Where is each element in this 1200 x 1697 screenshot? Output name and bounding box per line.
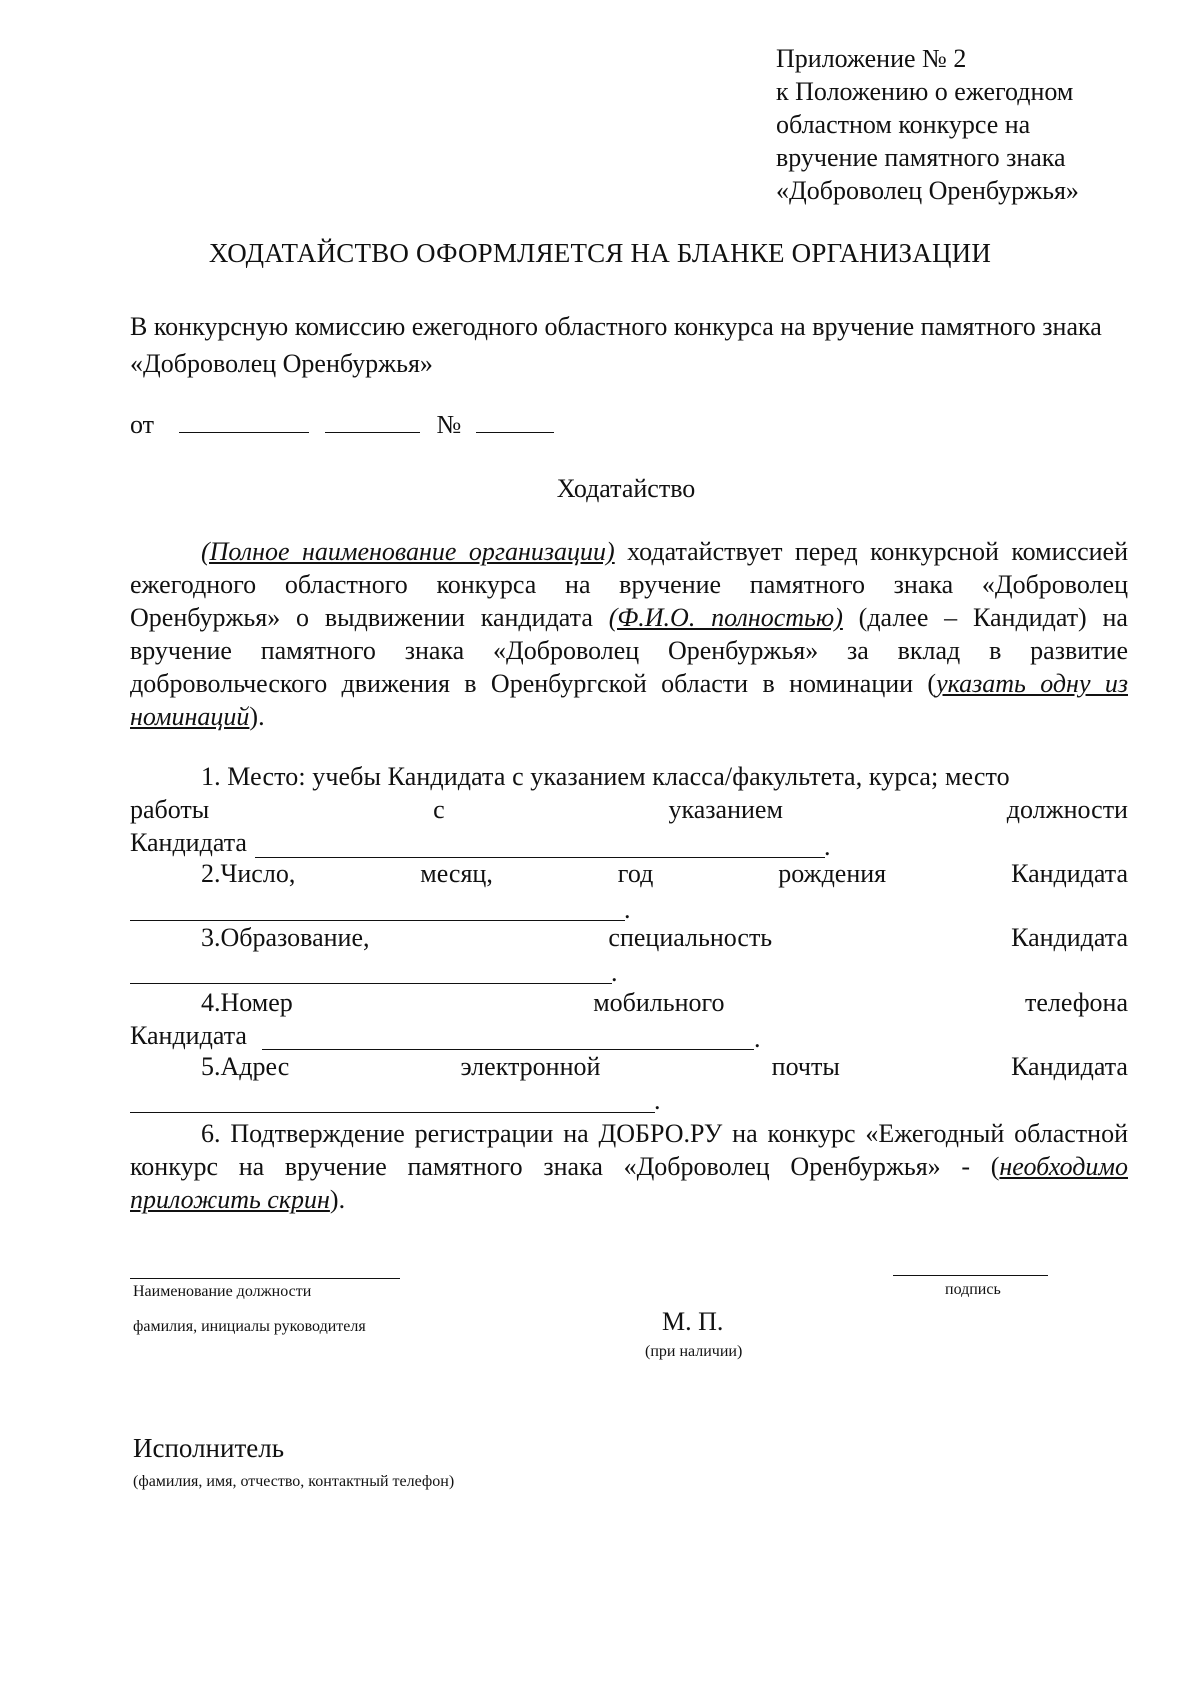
- phone-fill-line: [262, 1049, 754, 1050]
- item-word: Кандидата: [1011, 1052, 1128, 1081]
- item-word: почты: [771, 1052, 840, 1081]
- fill-dot: .: [624, 895, 631, 924]
- item-word: Кандидата: [130, 828, 247, 857]
- appendix-line: к Положению о ежегодном: [776, 77, 1074, 106]
- appendix-line: областном конкурсе на: [776, 110, 1031, 139]
- item-word: электронной: [460, 1052, 601, 1081]
- item-word: Кандидата: [1011, 859, 1128, 888]
- item-word: телефона: [1024, 988, 1128, 1017]
- paragraph-text: ходатайствует перед конкурсной комиссией ежегодного областного конкурса на вручение памятного знака «Доброволец Оренбуржья» о выдвижении кандидата: [130, 537, 1128, 632]
- appendix-line: «Доброволец Оренбуржья»: [776, 176, 1079, 205]
- item-2-line: [201, 859, 1128, 889]
- item-word: 3.Образование,: [201, 923, 370, 952]
- stamp-note: (при наличии): [645, 1343, 743, 1360]
- head-name-label: фамилия, инициалы руководителя: [133, 1318, 366, 1335]
- appendix-line: вручение памятного знака: [776, 143, 1066, 172]
- page-heading: ХОДАТАЙСТВО ОФОРМЛЯЕТСЯ НА БЛАНКЕ ОРГАНИЗАЦИИ: [208, 238, 992, 268]
- org-name-placeholder: (Полное наименование организации): [201, 537, 615, 566]
- appendix-block: [776, 42, 1079, 207]
- item-word: рождения: [778, 859, 887, 888]
- item-1-line-3: [130, 828, 1128, 858]
- from-label: от: [130, 410, 155, 439]
- fill-dot: .: [611, 958, 618, 987]
- item-5-line: [201, 1052, 1128, 1082]
- item-word: мобильного: [593, 988, 725, 1017]
- main-paragraph: [130, 535, 1128, 733]
- fill-dot: .: [754, 1024, 761, 1053]
- paragraph-text: ).: [329, 1185, 346, 1214]
- item-word: должности: [1006, 795, 1128, 824]
- item-word: Кандидата: [1011, 923, 1128, 952]
- nomination-placeholder: указать одну из номинаций: [130, 669, 1128, 731]
- item-4-line-1: [201, 988, 1128, 1018]
- position-label: Наименование должности: [133, 1283, 312, 1300]
- position-signature-line: [130, 1278, 400, 1279]
- workplace-fill-line: [255, 857, 825, 858]
- number-label: №: [436, 410, 462, 439]
- date-blank: [325, 412, 420, 433]
- executor-label: Исполнитель: [133, 1433, 285, 1463]
- number-blank: [476, 412, 554, 433]
- appendix-line: Приложение № 2: [776, 44, 967, 73]
- birthdate-fill-line: [130, 920, 625, 921]
- item-word: месяц,: [420, 859, 493, 888]
- paragraph-text: 6. Подтверждение регистрации на ДОБРО.РУ на конкурс «Ежегодный областной конкурс на вручение памятного знака «Доброволец Оренбуржья» - (: [130, 1119, 1128, 1181]
- item-word: указанием: [668, 795, 783, 824]
- screenshot-instruction: необходимо приложить скрин: [130, 1152, 1128, 1214]
- date-blank: [179, 412, 309, 433]
- item-4-line-2: [130, 1021, 1128, 1051]
- item-word: 2.Число,: [201, 859, 296, 888]
- signature-label: подпись: [945, 1281, 1001, 1298]
- item-word: Кандидата: [130, 1021, 247, 1050]
- education-fill-line: [130, 983, 612, 984]
- signature-line: [893, 1275, 1048, 1276]
- item-word: год: [617, 859, 654, 888]
- item-text: 1. Место: учебы Кандидата с указанием класса/факультета, курса; место: [201, 762, 1010, 791]
- paragraph-text: ).: [249, 702, 265, 731]
- item-1-line-1: [201, 762, 1128, 792]
- item-word: 4.Номер: [201, 988, 293, 1017]
- item-word: 5.Адрес: [201, 1052, 290, 1081]
- document-title: Ходатайство: [556, 474, 696, 503]
- addressee-text: В конкурсную комиссию ежегодного областного конкурса на вручение памятного знака «Доброволец Оренбуржья»: [130, 312, 1102, 378]
- item-6-paragraph: [130, 1117, 1128, 1216]
- item-word: специальность: [608, 923, 773, 952]
- fill-dot: .: [654, 1086, 661, 1115]
- email-fill-line: [130, 1112, 655, 1113]
- fullname-placeholder: (Ф.И.О. полностью): [608, 603, 843, 632]
- stamp-label: М. П.: [662, 1307, 724, 1336]
- item-word: работы: [130, 795, 210, 824]
- paragraph-text: (далее – Кандидат) на вручение памятного знака «Доброволец Оренбуржья» за вклад в развитие добровольческого движения в Оренбургской области в номинации (: [130, 603, 1128, 698]
- item-1-line-2: [130, 795, 1128, 825]
- date-number-line: [130, 410, 554, 440]
- item-3-line: [201, 923, 1128, 953]
- fill-dot: .: [824, 832, 831, 861]
- item-word: с: [433, 795, 445, 824]
- executor-note: (фамилия, имя, отчество, контактный телефон): [133, 1473, 455, 1490]
